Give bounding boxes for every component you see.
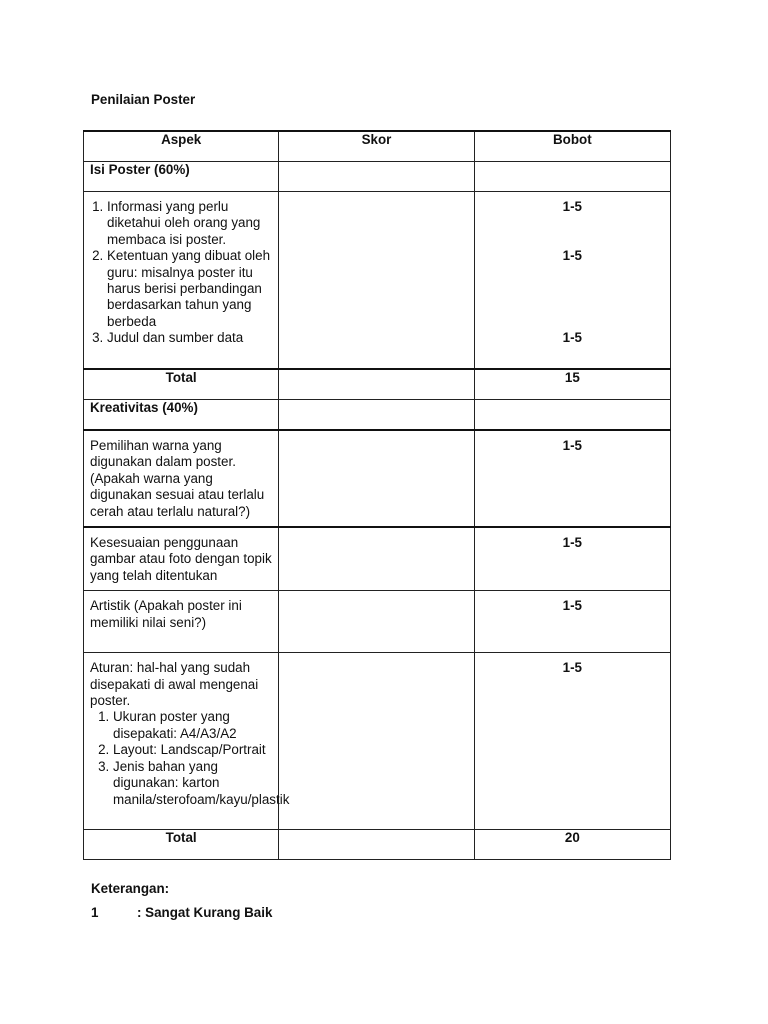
bobot-value: 1-5 (562, 535, 582, 551)
header-skor: Skor (279, 131, 474, 162)
section-label-kreativitas: Kreativitas (40%) (84, 400, 279, 431)
section-row-isi (84, 162, 671, 192)
skor-cell (279, 430, 474, 527)
scale-description: : Sangat Kurang Baik (137, 905, 273, 920)
header-aspek: Aspek (84, 131, 279, 162)
criteria-row-artistik (84, 591, 671, 653)
total-value: 15 (474, 369, 670, 400)
bobot-value: 1-5 (562, 660, 582, 676)
skor-cell (279, 830, 474, 860)
criteria-row-aturan (84, 653, 671, 830)
skor-cell (279, 369, 474, 400)
bobot-value: 1-5 (562, 330, 582, 345)
criteria-text: Kesesuaian penggunaan gambar atau foto dengan topik yang telah ditentukan (90, 535, 272, 583)
criteria-cell (84, 591, 279, 653)
criteria-text: Artistik (Apakah poster ini memiliki nilai seni?) (90, 598, 242, 630)
total-label: Total (84, 830, 279, 860)
list-item: 2. Layout: Landscap/Portrait (113, 742, 272, 758)
bobot-cell (474, 591, 670, 653)
section-label-isi: Isi Poster (60%) (84, 162, 279, 192)
criteria-cell (84, 527, 279, 591)
page-title: Penilaian Poster (91, 92, 196, 107)
bobot-cell (474, 400, 670, 431)
bobot-cell (474, 653, 670, 830)
isi-scores-cell (474, 192, 670, 370)
bobot-cell (474, 430, 670, 527)
bobot-value: 1-5 (562, 199, 582, 214)
aturan-block (84, 653, 290, 814)
list-item: 3. Jenis bahan yang digunakan: karton manila/sterofoam/kayu/plastik (113, 759, 272, 808)
criteria-cell (84, 653, 290, 830)
isi-list (84, 192, 278, 365)
skor-cell (279, 192, 474, 370)
bobot-cell (474, 527, 670, 591)
list-item: 1. Informasi yang perlu diketahui oleh orang yang membaca isi poster. (107, 199, 274, 248)
total-value: 20 (474, 830, 670, 860)
skor-cell (279, 527, 474, 591)
aturan-list (90, 709, 290, 807)
criteria-text: Pemilihan warna yang digunakan dalam poster. (Apakah warna yang digunakan sesuai atau terlalu cerah atau terlalu natural?) (90, 438, 265, 519)
total-row-isi (84, 369, 671, 400)
scale-entry (91, 905, 272, 920)
rubric-table (83, 130, 671, 860)
list-item: 2. Ketentuan yang dibuat oleh guru: misalnya poster itu harus berisi perbandingan berdasarkan tahun yang berbeda (107, 248, 274, 330)
bobot-value: 1-5 (562, 598, 582, 614)
bobot-cell (474, 162, 670, 192)
criteria-row-warna (84, 430, 671, 527)
scale-number: 1 (91, 905, 99, 920)
criteria-row-gambar (84, 527, 671, 591)
criteria-cell (84, 430, 279, 527)
skor-cell (279, 400, 474, 431)
list-item: 3. Judul dan sumber data (107, 330, 274, 346)
section-row-kreativitas (84, 400, 671, 431)
skor-cell (279, 653, 474, 830)
list-item: 1. Ukuran poster yang disepakati: A4/A3/A2 (113, 709, 272, 742)
total-label: Total (84, 369, 279, 400)
skor-cell (279, 591, 474, 653)
isi-items-cell (84, 192, 279, 370)
header-row (84, 131, 671, 162)
bobot-value: 1-5 (562, 248, 582, 263)
header-bobot: Bobot (474, 131, 670, 162)
keterangan-label: Keterangan: (91, 881, 170, 896)
aturan-intro: Aturan: hal-hal yang sudah disepakati di awal mengenai poster. (90, 660, 259, 709)
bobot-value: 1-5 (562, 438, 582, 453)
skor-cell (279, 162, 474, 192)
isi-items-row (84, 192, 671, 370)
total-row-kreativitas (84, 830, 671, 860)
